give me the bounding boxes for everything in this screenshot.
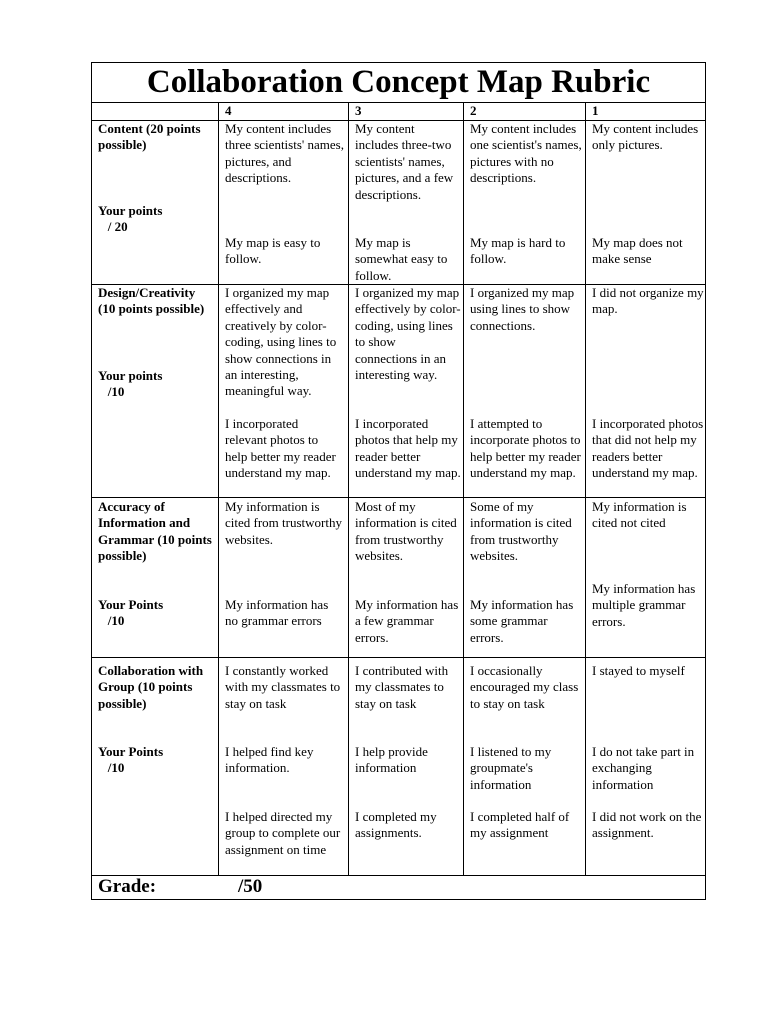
score-cell — [470, 499, 582, 645]
cell-text: I completed my assignments. — [355, 809, 437, 841]
cell-text: My map is somewhat easy to follow. — [355, 235, 448, 283]
cell-text: My information has multiple grammar errors. — [592, 581, 696, 629]
score-cell — [225, 663, 345, 857]
criterion-label: Accuracy of Information and Grammar (10 points possible) — [98, 499, 212, 564]
cell-text: I contributed with my classmates to stay on task — [355, 663, 449, 711]
score-cell — [225, 121, 345, 267]
score-cell — [355, 499, 461, 645]
cell-text: I organized my map effectively and creatively by color-coding, using lines to show connections in an interesting, meaningful way. — [225, 285, 337, 399]
cell-text: I helped find key information. — [225, 744, 314, 776]
column-divider — [463, 102, 464, 875]
score-cell — [592, 285, 704, 481]
points-field: Your points /10 — [98, 368, 163, 400]
cell-text: I incorporated relevant photos to help better my reader understand my map. — [225, 416, 336, 481]
score-cell — [355, 663, 461, 841]
rubric-title: Collaboration Concept Map Rubric — [146, 64, 651, 100]
grade-total: /50 — [238, 876, 263, 897]
row-divider — [92, 497, 705, 498]
cell-text: My information has no grammar errors — [225, 597, 329, 629]
criterion-label: Content (20 points possible) — [98, 121, 201, 153]
cell-text: I did not work on the assignment. — [592, 809, 702, 841]
cell-text: My content includes only pictures. — [592, 121, 699, 153]
cell-text: I stayed to myself — [592, 663, 685, 678]
cell-text: I completed half of my assignment — [470, 809, 570, 841]
cell-text: My map is easy to follow. — [225, 235, 321, 267]
header-score-3: 3 — [355, 103, 362, 118]
score-cell — [225, 499, 343, 629]
score-cell — [225, 285, 343, 481]
header-score-2: 2 — [470, 103, 477, 118]
score-cell — [470, 121, 582, 267]
cell-text: I incorporated photos that help my reader better understand my map. — [355, 416, 461, 481]
score-cell — [355, 121, 461, 283]
points-field: Your points / 20 — [98, 203, 163, 235]
cell-text: I helped directed my group to complete our assignment on time — [225, 809, 341, 857]
criterion-label: Design/Creativity (10 points possible) — [98, 285, 205, 317]
column-divider — [585, 102, 586, 875]
cell-text: I occasionally encouraged my class to stay on task — [470, 663, 579, 711]
cell-text: I constantly worked with my classmates to stay on task — [225, 663, 341, 711]
cell-text: I do not take part in exchanging information — [592, 744, 695, 792]
grade-label: Grade: — [98, 876, 157, 897]
header-score-1: 1 — [592, 103, 599, 118]
cell-text: I did not organize my map. — [592, 285, 704, 317]
cell-text: My content includes three scientists' names, pictures, and descriptions. — [225, 121, 344, 186]
cell-text: I organized my map using lines to show connections. — [470, 285, 575, 333]
row-divider — [92, 657, 705, 658]
cell-text: Most of my information is cited from trustworthy websites. — [355, 499, 457, 564]
cell-text: I listened to my groupmate's information — [470, 744, 552, 792]
cell-text: My information is cited from trustworthy websites. — [225, 499, 342, 547]
row-divider — [92, 875, 705, 876]
cell-text: My information has some grammar errors. — [470, 597, 574, 645]
cell-text: My content includes one scientist's names, pictures with no descriptions. — [470, 121, 582, 186]
grade-row — [98, 875, 263, 899]
score-cell — [470, 285, 582, 481]
header-score-4: 4 — [225, 103, 232, 118]
cell-text: I organized my map effectively by color-coding, using lines to show connections in an interesting way. — [355, 285, 461, 383]
cell-text: My map is hard to follow. — [470, 235, 566, 267]
criterion-label: Collaboration with Group (10 points possible) — [98, 663, 204, 711]
cell-text: I attempted to incorporate photos to help better my reader understand my map. — [470, 416, 581, 481]
score-cell — [355, 285, 461, 481]
cell-text: I incorporated photos that did not help my readers better understand my map. — [592, 416, 704, 481]
points-field: Your Points /10 — [98, 744, 164, 776]
rubric-table — [91, 62, 706, 900]
column-divider — [218, 102, 219, 875]
score-cell — [592, 499, 704, 629]
score-cell — [592, 663, 704, 841]
cell-text: My information has a few grammar errors. — [355, 597, 459, 645]
cell-text: Some of my information is cited from trustworthy websites. — [470, 499, 572, 564]
points-field: Your Points /10 — [98, 597, 164, 629]
cell-text: My information is cited not cited — [592, 499, 687, 531]
score-cell — [592, 121, 704, 267]
cell-text: I help provide information — [355, 744, 428, 776]
score-cell — [470, 663, 582, 841]
cell-text: My content includes three-two scientists' names, pictures, and a few descriptions. — [355, 121, 454, 202]
row-divider — [92, 102, 705, 103]
column-divider — [348, 102, 349, 875]
cell-text: My map does not make sense — [592, 235, 683, 267]
